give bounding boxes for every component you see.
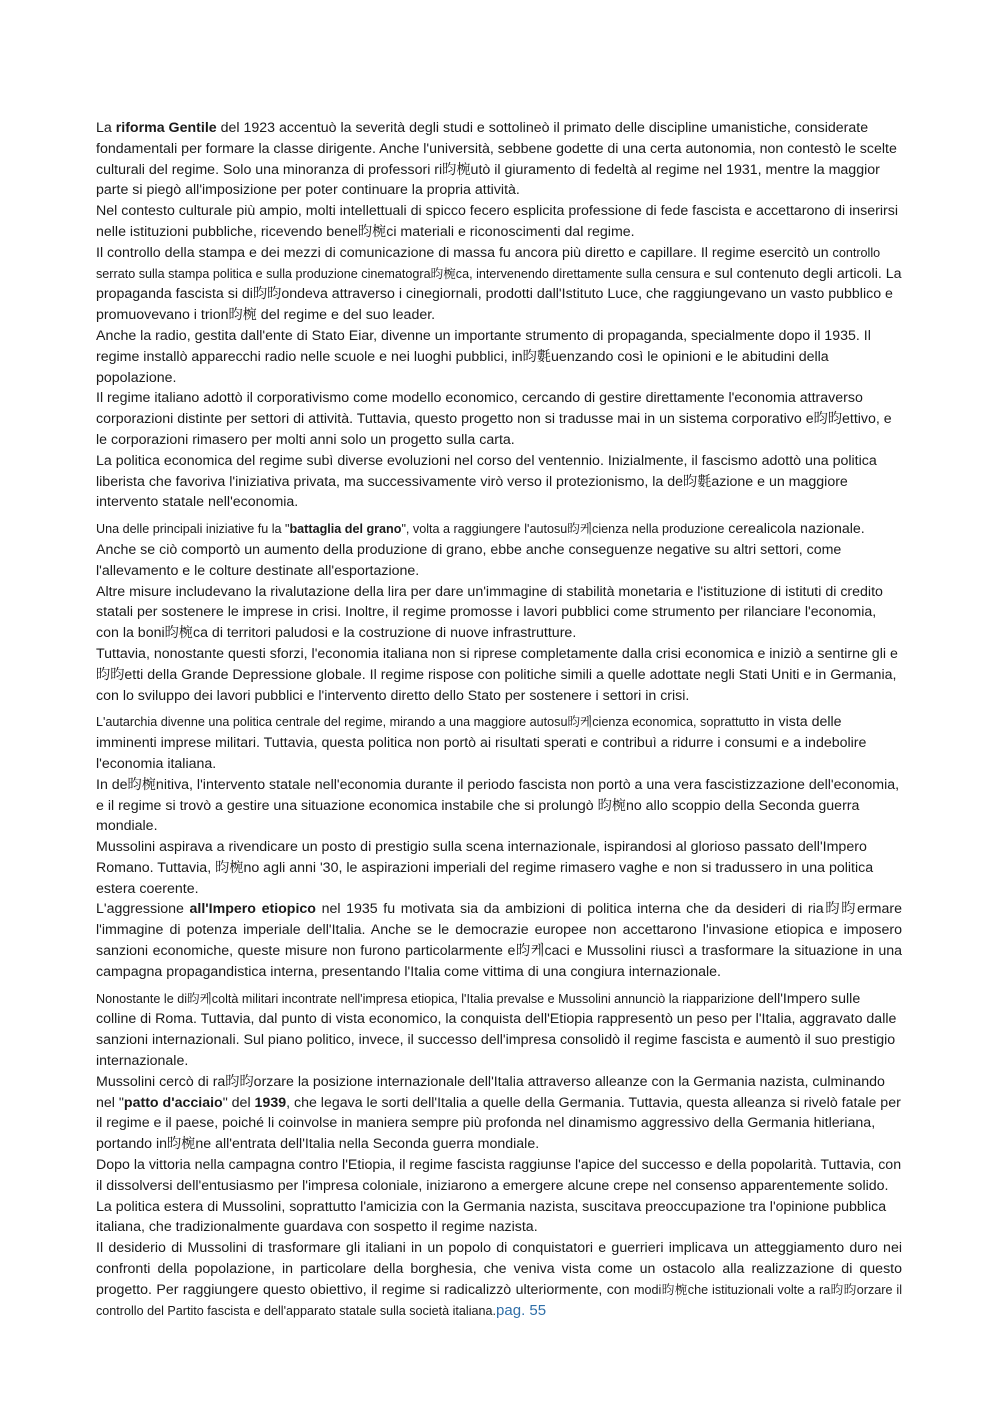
text-run-small: Una delle principali iniziative fu la " (96, 522, 290, 537)
text-run: , che legava le sorti dell'Italia a quelle della Germania. Tuttavia, questa alleanza si rivelò fatale per il regime e il paese, poiché li coinvolse in maniera sempre più profonda nel dinamismo aggressivo della Germania hitleriana, portando in昀椀ne all'entrata dell'Italia nella Seconda guerra mondiale. (96, 1094, 901, 1153)
text-run: Il controllo della stampa e dei mezzi di comunicazione di massa fu ancora più diretto e capillare. Il regime esercitò un (96, 244, 833, 261)
paragraph-impero-romano: Mussolini aspirava a rivendicare un posto di prestigio sulla scena internazionale, ispirandosi al glorioso passato dell'Impero Romano. Tuttavia, 昀椀no agli anni '30, le aspirazioni imperiali del regime rimasero vaghe e non si tradussero in una politica estera coerente. (96, 839, 874, 897)
paragraph-patto-acciaio (96, 1072, 902, 1155)
text-run: La (96, 120, 116, 136)
text-run: Mussolini cercò di ra昀昀orzare la posizione internazionale dell'Italia attraverso alleanze con la Germania nazista, culminando nel " (96, 1073, 885, 1111)
document-body (96, 118, 902, 1321)
paragraph-politica-economica: La politica economica del regime subì diverse evoluzioni nel corso del ventennio. Inizialmente, il fascismo adottò una politica liberista che favoriva l'iniziativa privata, ma successivamente virò verso il protezionismo, la de昀氀azione e un maggiore intervento statale nell'economia. (96, 452, 877, 511)
text-run-small: Nonostante le di昀케coltà militari incontrate nell'impresa etiopica, l'Italia prevalse e Mussolini annunciò la riapparizione (96, 991, 755, 1006)
text-run-small: controllo serrato sulla stampa politica e sulla produzione cinematogra昀椀ca, intervenendo direttamente sulla censura e (96, 245, 881, 281)
bold-term: patto d'acciaio (123, 1094, 223, 1111)
paragraph-corporativismo: Il regime italiano adottò il corporativismo come modello economico, cercando di gestire direttamente l'economia attraverso corporazioni distinte per settori di attività. Tuttavia, questo progetto non si tradusse mai in un sistema corporativo e昀昀ettivo, e le corporazioni rimasero per molti anni solo un progetto sulla carta. (96, 390, 892, 448)
text-run-small: ", volta a raggiungere l'autosu昀케cienza nella produzione (401, 522, 725, 537)
bold-year: 1939 (254, 1094, 287, 1111)
paragraph-etiopia (96, 899, 902, 982)
paragraph-intellettuali: Nel contesto culturale più ampio, molti intellettuali di spicco fecero esplicita professione di fede fascista e accettarono di inserirsi nelle istituzioni pubbliche, ricevendo bene昀椀ci materiali e riconoscimenti dal regime. (96, 203, 898, 240)
paragraph-battaglia-grano (96, 519, 902, 581)
text-run: dell'Impero sulle colline di Roma. Tuttavia, dal punto di vista economico, la conquista dell'Etiopia rappresentò un peso per l'Italia, aggravato dalle sanzioni internazionali. Sul piano politico, invece, il successo dell'impresa consolidò il regime fascista e aumentò il suo prestigio internazionale. (96, 990, 897, 1070)
page-number: pag. 55 (496, 1301, 547, 1319)
paragraph-difficolta (96, 989, 902, 1072)
text-run-small: modi昀椀che istituzionali volte a ra昀昀orzare il controllo del Partito fascista e dell'apparato statale sulla società italiana. (96, 1282, 902, 1318)
text-run: del 1923 accentuò la severità degli studi e sottolineò il primato delle discipline umanistiche, considerate fondamentali per formare la classe dirigente. Anche l'università, sebbene godette di una certa autonomia, non contestò le scelte culturali del regime. Solo una minoranza di professori ri昀椀utò il giuramento di fedeltà al regime nel 1931, mentre la maggior parte si piegò all'imposizione per poter continuare la propria attività. (96, 120, 897, 199)
text-run: nel 1935 fu motivata sia da ambizioni di politica interna che da desideri di ria昀昀ermare l'immagine di potenza imperiale dell'Italia. Anche se le democrazie europee non accettarono l'invasione etiopica e imposero sanzioni economiche, queste misure non furono particolarmente e昀케caci e Mussolini riuscì a trasformare la situazione in una campagna propagandistica interna, presentando l'Italia come vittima di una congiura internazionale. (96, 901, 903, 980)
bold-term: riforma Gentile (115, 120, 217, 136)
paragraph-radio: Anche la radio, gestita dall'ente di Stato Eiar, divenne un importante strumento di propaganda, specialmente dopo il 1935. Il regime installò apparecchi radio nelle scuole e nei luoghi pubblici, in昀氀uenzando così le opinioni e le abitudini della popolazione. (96, 327, 871, 386)
paragraph-consenso: Dopo la vittoria nella campagna contro l'Etiopia, il regime fascista raggiunse l'apice del successo e della popolarità. Tuttavia, con il dissolversi dell'entusiasmo per l'impresa coloniale, iniziarono a emergere alcune crepe nel consenso apparentemente solido. La politica estera di Mussolini, soprattutto l'amicizia con la Germania nazista, suscitava preoccupazione tra l'opinione pubblica italiana, che tradizionalmente guardava con sospetto il regime nazista. (96, 1157, 902, 1236)
text-run: L'aggressione (96, 901, 190, 918)
bold-term: all'Impero etiopico (189, 901, 316, 918)
paragraph-autarchia (96, 712, 902, 774)
paragraph-stampa (96, 243, 902, 326)
paragraph-radicalizzazione (96, 1238, 902, 1321)
paragraph-crisi: Tuttavia, nonostante questi sforzi, l'economia italiana non si riprese completamente dalla crisi economica e iniziò a sentirne gli e昀昀etti della Grande Depressione globale. Il regime rispose con politiche simili a quelle adottate negli Stati Uniti e in Germania, con lo sviluppo dei lavori pubblici e l'intervento diretto dello Stato per sostenere i settori in crisi. (96, 645, 898, 704)
paragraph-altre-misure: Altre misure includevano la rivalutazione della lira per dare un'immagine di stabilità monetaria e l'istituzione di istituti di credito statali per sostenere le imprese in crisi. Inoltre, il regime promosse i lavori pubblici come strumento per rilanciare l'economia, con la boni昀椀ca di territori paludosi e la costruzione di nuove infrastrutture. (96, 583, 883, 642)
bold-term: battaglia del grano (289, 522, 402, 537)
text-run: in vista delle imminenti imprese militari. Tuttavia, questa politica non portò ai risultati sperati e contribuì a ridurre i consumi e a indebolire l'economia italiana. (96, 714, 867, 772)
text-run: " del (222, 1094, 255, 1111)
text-run: Il desiderio di Mussolini di trasformare gli italiani in un popolo di conquistatori e guerrieri implicava un atteggiamento duro nei confronti della popolazione, in particolare della borghesia, che veniva vista come un ostacolo alla realizzazione di questo progetto. Per raggiungere questo obiettivo, il regime si radicalizzò ulteriormente, con (96, 1240, 902, 1298)
paragraph-riforma-gentile (96, 118, 902, 201)
paragraph-definitiva: In de昀椀nitiva, l'intervento statale nell'economia durante il periodo fascista non portò a una vera fascistizzazione dell'economia, e il regime si trovò a gestire una situazione economica instabile che si prolungò 昀椀no allo scoppio della Seconda guerra mondiale. (96, 776, 900, 835)
text-run: sul contenuto degli articoli. La propaganda fascista si di昀昀ondeva attraverso i cinegiornali, prodotti dall'Istituto Luce, che raggiungevano un vasto pubblico e promuovevano i trion昀椀 del regime e del suo leader. (96, 265, 902, 324)
text-run-small: L'autarchia divenne una politica centrale del regime, mirando a una maggiore autosu昀케cienza economica, soprattutto (96, 715, 760, 730)
text-run: cerealicola nazionale. Anche se ciò comportò un aumento della produzione di grano, ebbe anche conseguenze negative su altri settori, come l'allevamento e le colture destinate all'esportazione. (96, 521, 865, 579)
